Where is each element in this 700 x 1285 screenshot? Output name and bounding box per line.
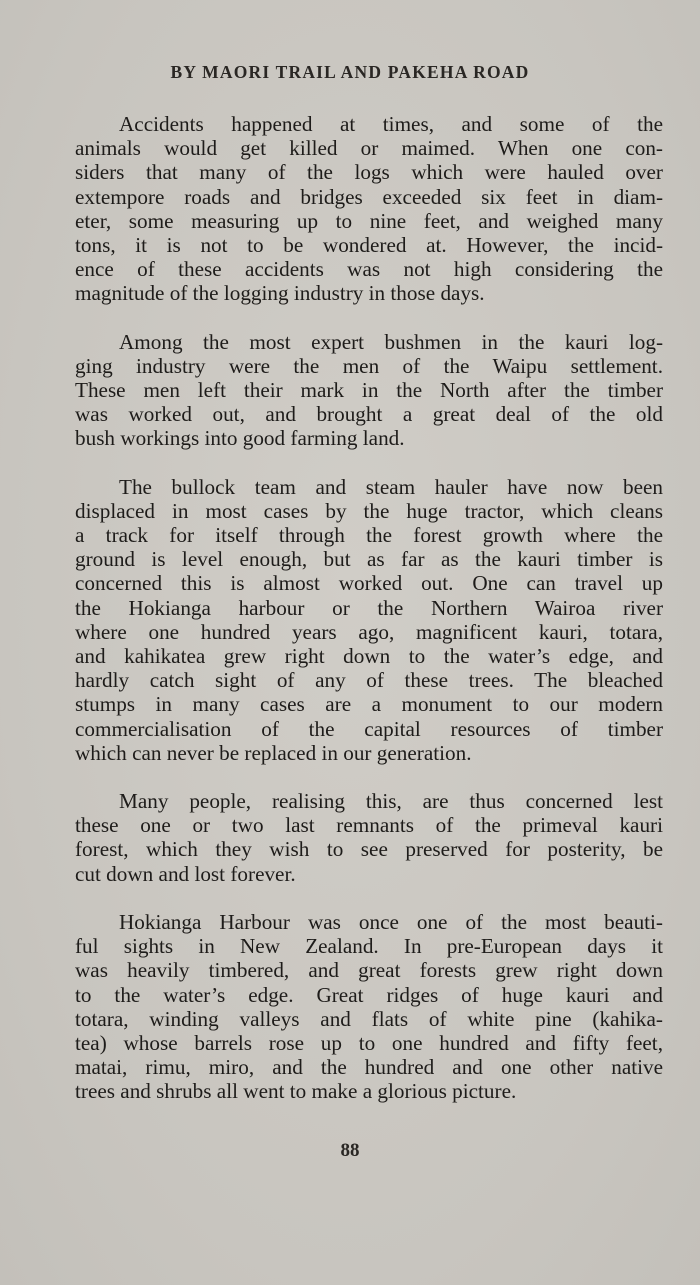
text-line: was worked out, and brought a great deal of the old <box>75 402 663 427</box>
text-line: stumps in many cases are a monument to our modern <box>75 692 663 717</box>
text-line: where one hundred years ago, magnificent kauri, totara, <box>75 619 663 644</box>
text-line: which can never be replaced in our generation. <box>75 740 472 765</box>
page-number: 88 <box>340 1140 360 1161</box>
paragraph-accidents <box>75 112 663 306</box>
text-line: Among the most expert bushmen in the kauri log- <box>119 329 663 354</box>
text-line: ence of these accidents was not high considering the <box>75 257 663 282</box>
body-text <box>75 112 663 1128</box>
text-line: commercialisation of the capital resources of timber <box>75 716 663 741</box>
running-head: BY MAORI TRAIL AND PAKEHA ROAD <box>170 62 530 82</box>
paragraph-hokianga <box>75 910 663 1104</box>
paragraph-bushmen <box>75 330 663 451</box>
text-line: tea) whose barrels rose up to one hundred and fifty feet, <box>75 1030 663 1055</box>
text-line: cut down and lost forever. <box>75 861 296 886</box>
text-line: extempore roads and bridges exceeded six feet in diam- <box>75 184 663 209</box>
text-line: tons, it is not to be wondered at. However, the incid- <box>75 233 663 258</box>
text-line: eter, some measuring up to nine feet, and weighed many <box>75 208 663 233</box>
text-line: these one or two last remnants of the primeval kauri <box>75 813 663 838</box>
text-line: Accidents happened at times, and some of the <box>119 112 663 136</box>
text-line: displaced in most cases by the huge tractor, which cleans <box>75 498 663 523</box>
text-line: concerned this is almost worked out. One can travel up <box>75 571 663 596</box>
text-line: bush workings into good farming land. <box>75 426 405 451</box>
text-line: The bullock team and steam hauler have now been <box>119 474 663 499</box>
text-line: a track for itself through the forest growth where the <box>75 523 663 548</box>
text-line: animals would get killed or maimed. When one con- <box>75 136 663 161</box>
paragraph-bullock-team <box>75 475 663 765</box>
text-line: ging industry were the men of the Waipu settlement. <box>75 353 663 378</box>
text-line: forest, which they wish to see preserved for posterity, be <box>75 837 663 862</box>
text-line: ground is level enough, but as far as the kauri timber is <box>75 547 663 572</box>
text-line: Hokianga Harbour was once one of the most beauti- <box>119 909 663 934</box>
text-line: trees and shrubs all went to make a glorious picture. <box>75 1079 517 1104</box>
text-line: hardly catch sight of any of these trees. The bleached <box>75 668 663 693</box>
text-line: was heavily timbered, and great forests grew right down <box>75 958 663 983</box>
text-line: Many people, realising this, are thus concerned lest <box>119 789 663 814</box>
text-line: magnitude of the logging industry in those days. <box>75 281 485 306</box>
text-line: totara, winding valleys and flats of white pine (kahika- <box>75 1006 663 1031</box>
text-line: matai, rimu, miro, and the hundred and one other native <box>75 1055 663 1080</box>
paragraph-realising <box>75 789 663 886</box>
text-line: to the water’s edge. Great ridges of huge kauri and <box>75 982 663 1007</box>
text-line: These men left their mark in the North after the timber <box>75 378 663 403</box>
text-line: and kahikatea grew right down to the water’s edge, and <box>75 644 663 669</box>
text-line: the Hokianga harbour or the Northern Wairoa river <box>75 595 663 620</box>
text-line: siders that many of the logs which were hauled over <box>75 160 663 185</box>
text-line: ful sights in New Zealand. In pre-European days it <box>75 934 663 959</box>
